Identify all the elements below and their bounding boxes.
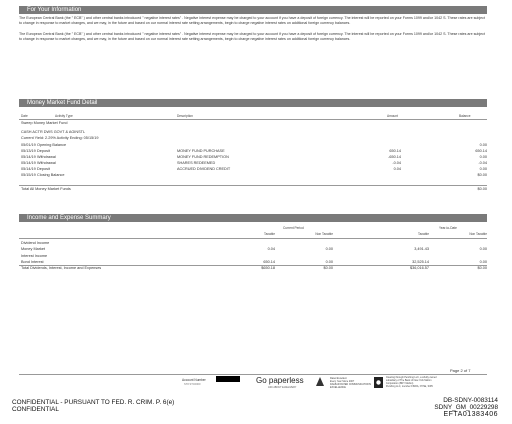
go-paperless-sub: ASK ABOUT E-DELIVERY: [268, 386, 297, 389]
ytd-nontaxable-header: Non Taxable: [469, 232, 487, 236]
ytd-taxable-header: Taxable: [418, 232, 429, 236]
row-label: Total Dividends, Interest, Income and Expenses: [21, 266, 102, 270]
info-paragraph-1: The European Central Bank (the " ECB" ) and other central banks introduced " negative interest rates" . Negative interest expense may be charged to your account if you have a deposit of foreign currency. The interest will be reported on your Forms 1099 and/or 1042 S. These rates are subject to change in response to market changes, and we may, in the future and based on our normal interest rate setting arrangements, begin to charge negative interest rates on additional foreign currency balances.: [19, 16, 485, 26]
account-sub: ST# STC0000: [184, 383, 201, 386]
ytd-taxable: 32,525.14: [412, 260, 429, 264]
confidential-line-1: CONFIDENTIAL - PURSUANT TO FED. R. CRIM. P. 6(e): [12, 399, 175, 406]
ytd-nontaxable: $0.00: [477, 266, 487, 270]
page-number: Page 2 of 7: [450, 368, 471, 373]
mmf-section-title: Money Market Fund Detail: [27, 100, 98, 106]
sub-name-text: CASH ACTR DWS GOVT & AGINSTL: [21, 130, 86, 134]
fund-name-text: Sweep Money Market Fund: [21, 121, 68, 125]
ytd-nontaxable: 0.00: [479, 247, 487, 251]
mmf-total-row: [21, 187, 487, 192]
mmf-fund-name: [21, 121, 487, 126]
income-total-rule: [19, 265, 487, 266]
row-description: SHARES REDEEMED: [177, 161, 216, 165]
clearing-text: Clearing through Pershing LLC, a wholly owned subsidiary of The Bank of New York Mellon Corporation (BNY Mellon) Pershing LLC, member FINRA, NYSE, SIPC: [386, 376, 437, 388]
row-amount: -0.04: [392, 161, 401, 165]
row-date: 05/14/19: [21, 167, 36, 171]
dalbar-award-text: Rated Excellent Every Year Since 2007 DALBAR RATED COMMUNICATIONS EXCELLENCE: [330, 377, 371, 389]
row-date: 05/14/19: [21, 161, 36, 165]
row-amount: -650.14: [388, 155, 401, 159]
row-activity: Opening Balance: [37, 143, 67, 147]
income-section-header: [19, 214, 487, 222]
col-activity: Activity Type: [55, 114, 73, 118]
cp-nontaxable: 0.00: [325, 260, 333, 264]
info-section-header: [19, 6, 487, 14]
income-total-row: [21, 266, 487, 271]
row-balance: 0.00: [479, 143, 487, 147]
pershing-seal-icon: [374, 377, 383, 388]
row-description: MONEY FUND REDEMPTION: [177, 155, 229, 159]
go-paperless-logo: Go paperless: [256, 376, 304, 385]
table-row: [21, 149, 487, 154]
income-section-title: Income and Expense Summary: [27, 215, 111, 221]
mmf-sub-name: [21, 130, 487, 135]
col-amount: Amount: [387, 114, 398, 118]
row-amount: 0.04: [393, 167, 401, 171]
mmf-yield-line: [21, 136, 487, 141]
row-description: MONEY FUND PURCHASE: [177, 149, 225, 153]
confidential-line-2: CONFIDENTIAL: [12, 406, 59, 413]
cp-nontaxable: $0.00: [323, 266, 333, 270]
dalbar-award-icon: [316, 377, 324, 386]
mmf-section-header: [19, 99, 487, 107]
col-description: Description: [177, 114, 193, 118]
cp-taxable: $650.18: [261, 266, 275, 270]
money-market-row: [21, 247, 487, 252]
interest-income-label: Interest Income: [21, 254, 48, 258]
row-date: 05/01/19: [21, 143, 36, 147]
cp-nontaxable: 0.00: [325, 247, 333, 251]
row-date: 05/15/19: [21, 173, 36, 177]
income-period-header: [21, 226, 487, 231]
row-activity: Withdrawal: [37, 161, 56, 165]
row-balance: 0.00: [479, 155, 487, 159]
table-row: [21, 173, 487, 178]
total-value: $0.00: [477, 187, 487, 191]
dividend-income-label: Dividend Income: [21, 241, 50, 245]
income-header-rule: [19, 238, 487, 239]
bates-stamp-2: SDNY_GM_00229298: [434, 404, 498, 411]
cp-taxable-header: Taxable: [264, 232, 275, 236]
current-period-label: Current Period: [283, 226, 304, 230]
redaction-box: [216, 376, 240, 382]
row-activity: Closing Balance: [37, 173, 65, 177]
bates-stamp-1: DB-SDNY-0083114: [443, 397, 498, 404]
table-row: [21, 167, 487, 172]
cp-taxable: 650.14: [263, 260, 275, 264]
cp-taxable: 0.04: [267, 247, 275, 251]
row-date: 05/13/19: [21, 149, 36, 153]
col-date: Date: [21, 114, 28, 118]
bates-stamp-3: EFTA01383406: [443, 411, 498, 418]
mmf-total-rule: [19, 185, 487, 186]
row-date: 05/14/19: [21, 155, 36, 159]
table-row: [21, 143, 487, 148]
interest-income-heading: [21, 254, 487, 259]
row-label: Money Market: [21, 247, 46, 251]
footer-rule: [19, 374, 487, 375]
cp-nontaxable-header: Non Taxable: [315, 232, 333, 236]
row-activity: Withdrawal: [37, 155, 56, 159]
ytd-taxable: $36,016.57: [409, 266, 429, 270]
ytd-nontaxable: 0.00: [479, 260, 487, 264]
dividend-income-heading: [21, 241, 487, 246]
row-activity: Deposit: [37, 149, 50, 153]
info-section-title: For Your Information: [27, 7, 82, 13]
row-balance: 650.14: [475, 149, 487, 153]
income-col-header: [21, 232, 487, 237]
total-label: Total All Money Market Funds: [21, 187, 71, 191]
row-balance: -0.04: [478, 161, 487, 165]
account-number-label: Account Number: [182, 378, 206, 382]
col-balance: Balance: [459, 114, 471, 118]
row-amount: 650.14: [389, 149, 401, 153]
row-description: ACCRUED DIVIDEND CREDIT: [177, 167, 231, 171]
row-label: Bond Interest: [21, 260, 44, 264]
table-row: [21, 161, 487, 166]
mmf-header-rule: [19, 119, 487, 120]
info-paragraph-2: The European Central Bank (the " ECB" ) and other central banks introduced " negative interest rates" . Negative interest expense may be charged to your account if you have a deposit of foreign currency. The interest will be reported on your Forms 1099 and/or 1042 S. These rates are subject to change in response to market changes, and we may, in the future and based on our normal interest rate setting arrangements, begin to charge negative interest rates on additional foreign currency balances.: [19, 32, 485, 42]
row-balance: 0.00: [479, 167, 487, 171]
yield-text: Current Yield: 2.29% Activity Ending: 05/15/19: [21, 136, 99, 140]
row-balance: $0.00: [477, 173, 487, 177]
ytd-taxable: 3,491.43: [414, 247, 429, 251]
row-activity: Deposit: [37, 167, 50, 171]
ytd-label: Year-to-Date: [439, 226, 457, 230]
table-row: [21, 155, 487, 160]
